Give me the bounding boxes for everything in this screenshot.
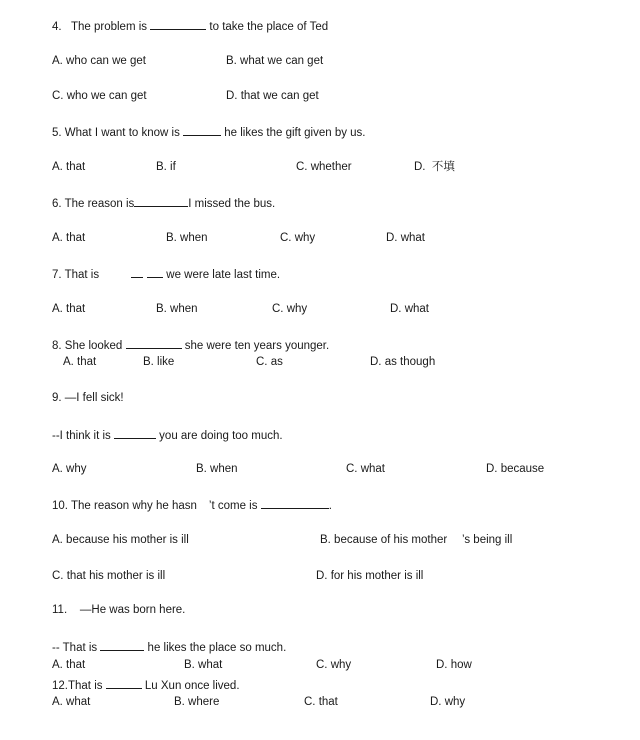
question-12-option-c: C. that [304, 696, 338, 708]
question-8-option-c: C. as [256, 356, 283, 368]
question-11-stem: 11. —He was born here. [52, 604, 186, 616]
question-4-option-a: A. who can we get [52, 55, 146, 67]
question-7-stem: 7. That is we were late last time. [52, 266, 280, 282]
question-11-reply: -- That is he likes the place so much. [52, 639, 286, 655]
question-10-option-c: C. that his mother is ill [52, 570, 166, 582]
question-9-option-b: B. when [196, 463, 238, 475]
question-6-option-b: B. when [166, 232, 208, 244]
question-5-option-b: B. if [156, 161, 176, 173]
question-10-option-b: B. because of his mother [320, 534, 448, 546]
question-4-option-b: B. what we can get [226, 55, 324, 67]
question-9-option-c: C. what [346, 463, 385, 475]
question-9-option-d: D. because [486, 463, 545, 475]
question-11-option-b: B. what [184, 659, 223, 671]
question-11-option-d: D. how [436, 659, 472, 671]
question-7-option-c: C. why [272, 303, 308, 315]
question-11-option-a: A. that [52, 659, 86, 671]
question-10-option-b-cont: ’s being ill [462, 534, 513, 546]
question-10-stem: 10. The reason why he hasn ’t come is . [52, 497, 332, 513]
question-10-option-d: D. for his mother is ill [316, 570, 424, 582]
question-9-option-a: A. why [52, 463, 87, 475]
question-12-option-a: A. what [52, 696, 91, 708]
question-8-option-d: D. as though [370, 356, 436, 368]
question-5-stem: 5. What I want to know is he likes the gift given by us. [52, 124, 366, 140]
question-7-option-d: D. what [390, 303, 429, 315]
question-4-stem: 4. The problem is to take the place of Ted [52, 18, 328, 34]
question-4-option-d: D. that we can get [226, 90, 319, 102]
question-11-option-c: C. why [316, 659, 352, 671]
question-5-option-c: C. whether [296, 161, 352, 173]
question-8-stem: 8. She looked she were ten years younger. [52, 337, 329, 353]
question-9-reply: --I think it is you are doing too much. [52, 427, 283, 443]
question-8-option-b: B. like [143, 356, 175, 368]
question-12-stem: 12.That is Lu Xun once lived. [52, 677, 240, 693]
question-4-option-c: C. who we can get [52, 90, 147, 102]
question-6-option-d: D. what [386, 232, 425, 244]
question-7-option-a: A. that [52, 303, 86, 315]
question-5-option-a: A. that [52, 161, 86, 173]
question-9-stem: 9. —I fell sick! [52, 392, 124, 404]
question-6-option-c: C. why [280, 232, 316, 244]
question-12-option-b: B. where [174, 696, 220, 708]
question-5-option-d: D. 不填 [414, 161, 455, 173]
question-6-option-a: A. that [52, 232, 86, 244]
question-8-option-a: A. that [63, 356, 97, 368]
question-6-stem: 6. The reason is I missed the bus. [52, 195, 275, 211]
question-7-option-b: B. when [156, 303, 198, 315]
question-12-option-d: D. why [430, 696, 466, 708]
question-10-option-a: A. because his mother is ill [52, 534, 189, 546]
